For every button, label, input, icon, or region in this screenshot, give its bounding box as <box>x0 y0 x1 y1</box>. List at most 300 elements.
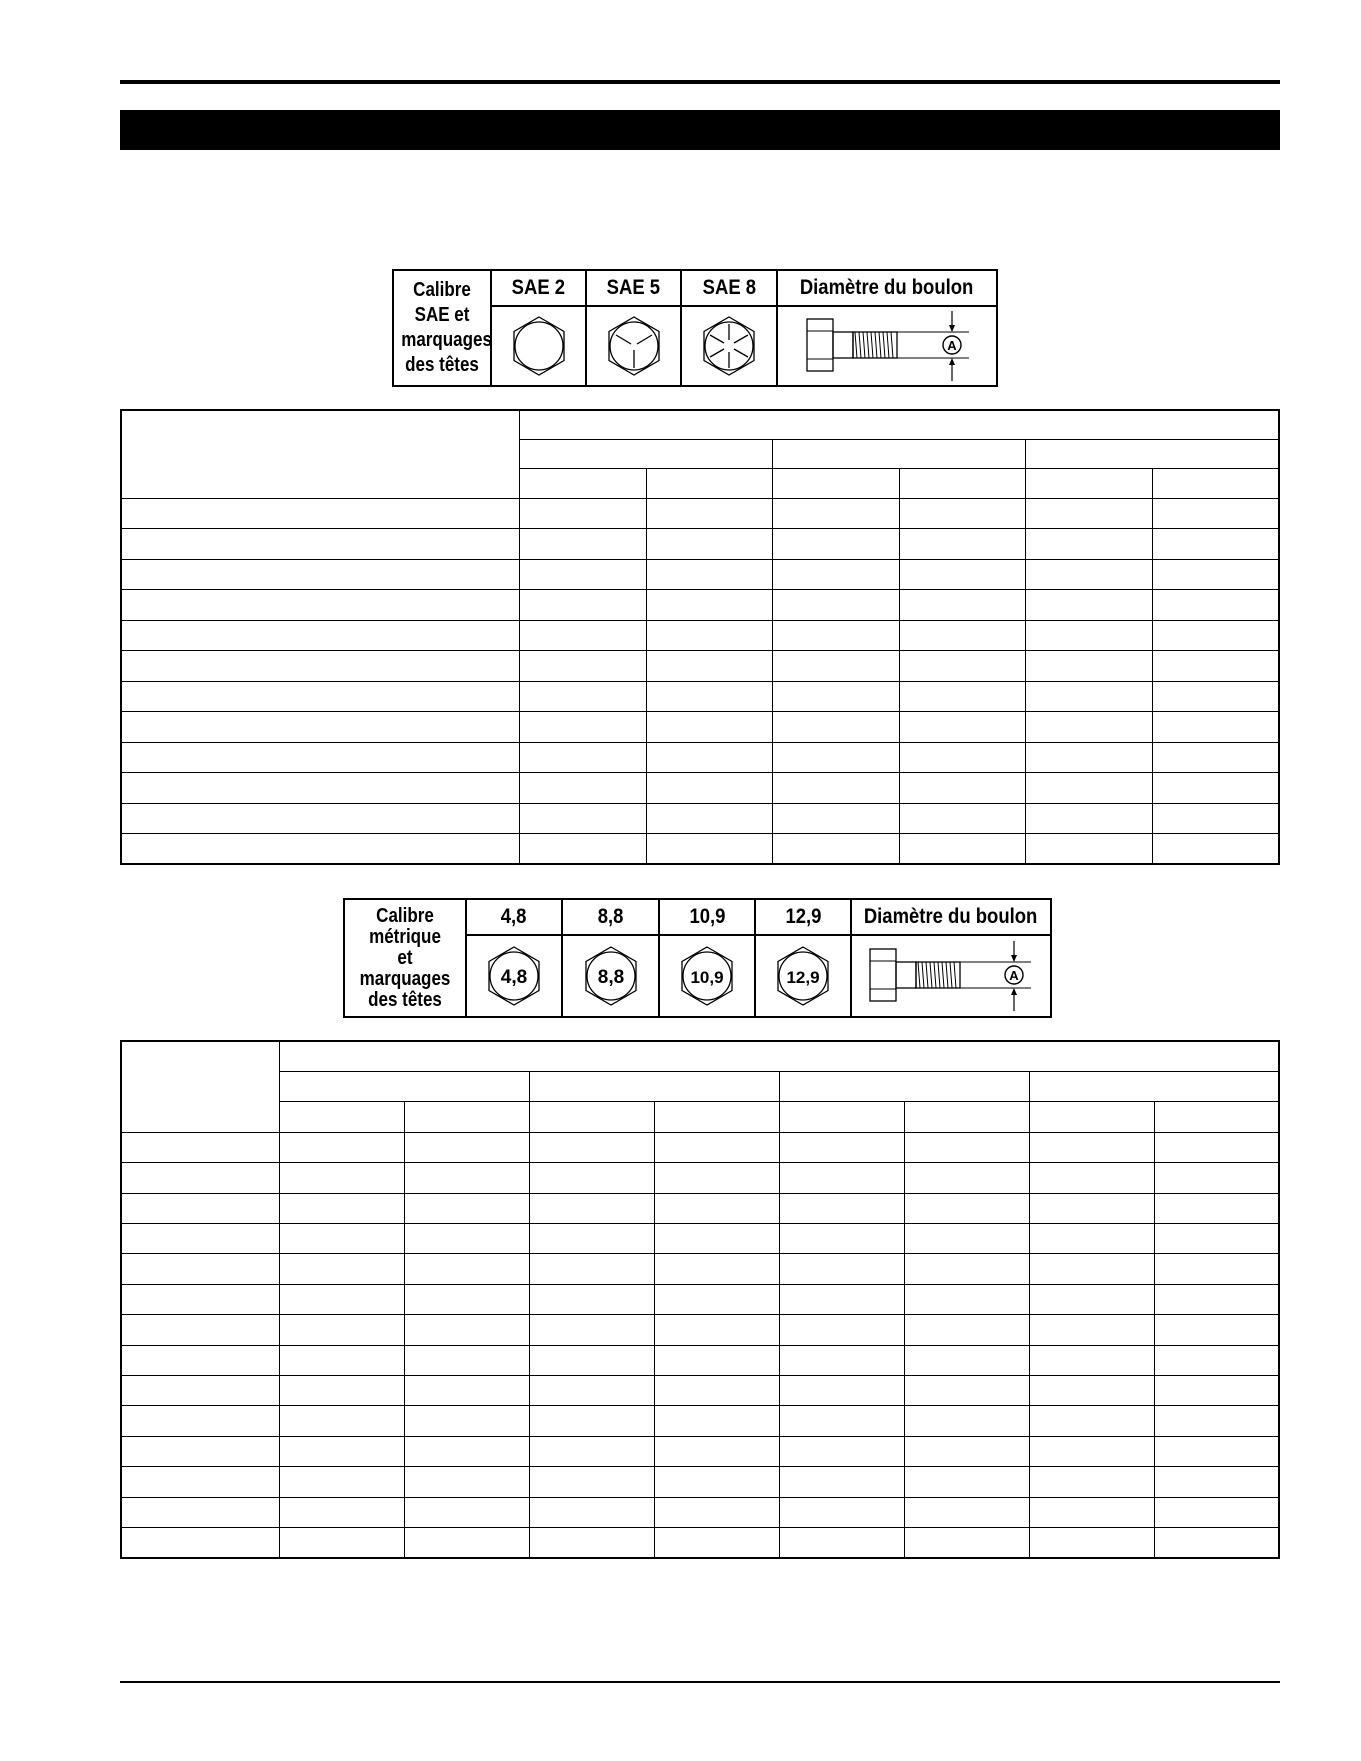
table-cell <box>773 469 900 498</box>
sae-header-cell <box>520 410 1279 439</box>
table-cell <box>654 1528 779 1559</box>
table-cell <box>279 1436 404 1466</box>
table-row <box>121 1254 1279 1284</box>
table-cell <box>899 498 1026 528</box>
table-cell <box>1154 1193 1279 1223</box>
table-cell <box>773 559 900 589</box>
table-cell <box>529 1132 654 1162</box>
table-row <box>121 1223 1279 1253</box>
table-cell <box>279 1223 404 1253</box>
table-cell <box>654 1223 779 1253</box>
table-cell <box>121 529 520 559</box>
table-cell <box>646 651 773 681</box>
table-cell <box>904 1102 1029 1132</box>
table-cell <box>1154 1163 1279 1193</box>
table-cell <box>773 773 900 803</box>
table-cell <box>404 1102 529 1132</box>
table-cell <box>121 1497 279 1527</box>
table-cell <box>279 1467 404 1497</box>
table-cell <box>779 1071 1029 1101</box>
table-cell <box>529 1254 654 1284</box>
table-row <box>121 1406 1279 1436</box>
head-marking-text: 8,8 <box>597 967 624 988</box>
table-cell <box>654 1436 779 1466</box>
table-row <box>121 681 1279 711</box>
table-cell <box>279 1315 404 1345</box>
table-cell <box>1029 1223 1154 1253</box>
sae-diameter-cell <box>777 270 997 386</box>
hexagon-six-lines-icon <box>701 315 757 377</box>
head-marking-text: 10,9 <box>690 968 724 987</box>
table-cell <box>404 1497 529 1527</box>
table-row <box>121 1193 1279 1223</box>
table-cell <box>1152 803 1279 833</box>
table-cell <box>773 620 900 650</box>
sae-2-cell <box>491 270 586 386</box>
metric-4-8-cell <box>466 899 562 1017</box>
table-header-row <box>121 1041 1279 1071</box>
table-cell <box>1026 742 1153 772</box>
table-cell <box>279 1528 404 1559</box>
table-cell <box>121 712 520 742</box>
table-cell <box>1154 1102 1279 1132</box>
metric-8-8-cell <box>562 899 659 1017</box>
table-cell <box>520 742 647 772</box>
table-cell <box>279 1345 404 1375</box>
table-cell <box>121 1315 279 1345</box>
table-cell <box>779 1132 904 1162</box>
table-cell <box>1026 712 1153 742</box>
table-row <box>121 1497 1279 1527</box>
table-cell <box>279 1071 529 1101</box>
metric-grade-legend <box>343 898 1052 1018</box>
bolt-diameter-icon <box>787 309 987 383</box>
sae-8-cell <box>681 270 777 386</box>
table-cell <box>121 834 520 864</box>
table-cell <box>1152 834 1279 864</box>
table-cell <box>773 712 900 742</box>
table-cell <box>654 1406 779 1436</box>
table-cell <box>404 1315 529 1345</box>
table-cell <box>1026 651 1153 681</box>
table-cell <box>1154 1223 1279 1253</box>
table-cell <box>1154 1345 1279 1375</box>
metric-label-line: des têtes <box>368 988 442 1011</box>
table-cell <box>520 651 647 681</box>
table-cell <box>1029 1345 1154 1375</box>
table-cell <box>773 834 900 864</box>
table-cell <box>404 1132 529 1162</box>
table-cell <box>899 620 1026 650</box>
table-cell <box>1029 1163 1154 1193</box>
table-cell <box>646 681 773 711</box>
table-cell <box>899 469 1026 498</box>
table-cell <box>904 1284 1029 1314</box>
top-rule <box>120 80 1280 84</box>
table-row <box>121 773 1279 803</box>
table-cell <box>1152 498 1279 528</box>
table-cell <box>904 1193 1029 1223</box>
table-cell <box>646 529 773 559</box>
sae-grade-legend <box>392 269 998 387</box>
table-row <box>121 498 1279 528</box>
table-cell <box>779 1436 904 1466</box>
table-cell <box>904 1406 1029 1436</box>
table-cell <box>529 1375 654 1405</box>
table-cell <box>121 1406 279 1436</box>
head-marking-text: 4,8 <box>500 967 528 988</box>
table-cell <box>529 1497 654 1527</box>
sae-2-label: SAE 2 <box>511 276 566 299</box>
table-cell <box>520 469 647 498</box>
table-cell <box>1029 1315 1154 1345</box>
table-cell <box>279 1375 404 1405</box>
table-row <box>121 1436 1279 1466</box>
table-cell <box>773 742 900 772</box>
table-cell <box>529 1467 654 1497</box>
table-cell <box>779 1345 904 1375</box>
table-cell <box>779 1467 904 1497</box>
table-cell <box>279 1284 404 1314</box>
table-cell <box>121 620 520 650</box>
table-cell <box>779 1193 904 1223</box>
table-cell <box>904 1375 1029 1405</box>
table-cell <box>779 1406 904 1436</box>
metric-legend-label <box>353 899 457 1017</box>
table-cell <box>520 620 647 650</box>
table-cell <box>899 529 1026 559</box>
table-cell <box>779 1315 904 1345</box>
table-cell <box>1152 681 1279 711</box>
table-cell <box>1029 1406 1154 1436</box>
table-cell <box>899 742 1026 772</box>
table-cell <box>899 651 1026 681</box>
table-cell <box>1154 1528 1279 1559</box>
table-cell <box>1154 1315 1279 1345</box>
table-cell <box>520 712 647 742</box>
table-cell <box>121 1375 279 1405</box>
table-cell <box>779 1284 904 1314</box>
metric-header-cell <box>279 1041 1279 1071</box>
metric-label-line: marquages <box>359 967 451 990</box>
table-cell <box>121 559 520 589</box>
section-title-band <box>120 110 1280 150</box>
table-cell <box>121 681 520 711</box>
sae-header-cell <box>1026 439 1279 468</box>
table-cell <box>904 1132 1029 1162</box>
table-cell <box>529 1528 654 1559</box>
metric-12-9-cell <box>755 899 851 1017</box>
sae-torque-table <box>120 409 1280 865</box>
table-cell <box>1029 1284 1154 1314</box>
table-cell <box>121 590 520 620</box>
table-cell <box>1029 1375 1154 1405</box>
table-cell <box>654 1467 779 1497</box>
table-cell <box>1026 498 1153 528</box>
sae-legend-label <box>400 270 492 386</box>
hexagon-plain-icon <box>511 315 567 377</box>
table-cell <box>1152 712 1279 742</box>
table-cell <box>1029 1102 1154 1132</box>
table-cell <box>1152 773 1279 803</box>
table-cell <box>899 681 1026 711</box>
table-cell <box>404 1406 529 1436</box>
diameter-callout-letter: A <box>1009 968 1019 983</box>
table-cell <box>404 1223 529 1253</box>
sae-label-line: des têtes <box>405 354 479 376</box>
table-cell <box>520 590 647 620</box>
table-cell <box>1026 834 1153 864</box>
table-header-row <box>121 1102 1279 1132</box>
table-row <box>121 1345 1279 1375</box>
table-cell <box>654 1375 779 1405</box>
sae-5-label: SAE 5 <box>606 276 661 299</box>
table-cell <box>1029 1497 1154 1527</box>
table-cell <box>654 1345 779 1375</box>
table-cell <box>899 559 1026 589</box>
diameter-callout-letter: A <box>947 338 957 353</box>
table-cell <box>1029 1132 1154 1162</box>
metric-diameter-label: Diamètre du boulon <box>864 905 1038 928</box>
hexagon-marked-icon <box>583 945 639 1007</box>
table-cell <box>779 1497 904 1527</box>
metric-header-cell <box>121 1041 279 1132</box>
table-cell <box>773 681 900 711</box>
table-cell <box>1154 1467 1279 1497</box>
table-cell <box>279 1102 404 1132</box>
table-row <box>121 1315 1279 1345</box>
metric-torque-table <box>120 1040 1280 1559</box>
metric-label-line: et <box>397 946 413 969</box>
table-cell <box>646 469 773 498</box>
table-row <box>121 1375 1279 1405</box>
table-cell <box>529 1436 654 1466</box>
table-cell <box>1152 651 1279 681</box>
table-row <box>121 834 1279 864</box>
sae-header-cell <box>520 439 773 468</box>
table-cell <box>899 773 1026 803</box>
table-cell <box>773 590 900 620</box>
table-cell <box>904 1315 1029 1345</box>
table-cell <box>904 1497 1029 1527</box>
table-cell <box>646 803 773 833</box>
table-cell <box>646 559 773 589</box>
metric-diameter-cell <box>851 899 1051 1017</box>
table-cell <box>520 834 647 864</box>
table-cell <box>520 803 647 833</box>
table-cell <box>279 1193 404 1223</box>
table-cell <box>646 712 773 742</box>
table-cell <box>1026 773 1153 803</box>
table-cell <box>1026 803 1153 833</box>
table-cell <box>529 1071 779 1101</box>
table-row <box>121 651 1279 681</box>
table-cell <box>121 1345 279 1375</box>
bottom-rule <box>120 1681 1280 1683</box>
sae-5-cell <box>586 270 681 386</box>
table-cell <box>404 1163 529 1193</box>
table-cell <box>1152 620 1279 650</box>
table-cell <box>1152 742 1279 772</box>
table-row <box>121 529 1279 559</box>
table-cell <box>646 590 773 620</box>
table-cell <box>1154 1132 1279 1162</box>
table-cell <box>404 1345 529 1375</box>
table-row <box>121 1132 1279 1162</box>
table-cell <box>899 834 1026 864</box>
table-cell <box>654 1163 779 1193</box>
table-cell <box>121 1467 279 1497</box>
table-cell <box>404 1467 529 1497</box>
metric-12-9-label: 12,9 <box>785 905 821 928</box>
table-cell <box>279 1497 404 1527</box>
table-cell <box>1154 1375 1279 1405</box>
table-row <box>121 1528 1279 1559</box>
table-row <box>121 803 1279 833</box>
table-row <box>121 1284 1279 1314</box>
table-cell <box>779 1254 904 1284</box>
table-cell <box>404 1193 529 1223</box>
table-header-row <box>121 410 1279 439</box>
table-cell <box>121 1163 279 1193</box>
table-cell <box>1154 1284 1279 1314</box>
table-cell <box>279 1406 404 1436</box>
table-cell <box>404 1254 529 1284</box>
table-row <box>121 1467 1279 1497</box>
table-cell <box>773 498 900 528</box>
table-cell <box>899 712 1026 742</box>
table-cell <box>121 1193 279 1223</box>
table-cell <box>279 1163 404 1193</box>
sae-label-line: SAE et <box>414 304 470 326</box>
metric-10-9-label: 10,9 <box>689 905 725 928</box>
table-cell <box>904 1254 1029 1284</box>
sae-diameter-label: Diamètre du boulon <box>800 276 974 299</box>
hexagon-three-lines-icon <box>606 315 662 377</box>
table-row <box>121 590 1279 620</box>
metric-label-line: Calibre <box>376 904 434 927</box>
metric-8-8-label: 8,8 <box>597 905 624 928</box>
table-cell <box>646 742 773 772</box>
table-cell <box>1029 1528 1154 1559</box>
table-cell <box>1152 590 1279 620</box>
table-cell <box>1029 1071 1279 1101</box>
table-cell <box>1152 469 1279 498</box>
table-cell <box>520 498 647 528</box>
table-cell <box>899 803 1026 833</box>
table-cell <box>529 1193 654 1223</box>
sae-label-line: Calibre <box>413 279 471 301</box>
hexagon-marked-icon <box>775 945 831 1007</box>
table-cell <box>654 1193 779 1223</box>
table-cell <box>279 1132 404 1162</box>
table-cell <box>1026 529 1153 559</box>
table-cell <box>654 1254 779 1284</box>
table-cell <box>646 834 773 864</box>
sae-header-cell <box>773 439 1026 468</box>
table-cell <box>520 773 647 803</box>
table-cell <box>1026 620 1153 650</box>
table-cell <box>773 651 900 681</box>
metric-label-line: métrique <box>369 925 441 948</box>
table-cell <box>1026 590 1153 620</box>
table-cell <box>654 1102 779 1132</box>
table-row <box>121 742 1279 772</box>
table-cell <box>404 1284 529 1314</box>
table-cell <box>121 1223 279 1253</box>
table-row <box>121 559 1279 589</box>
sae-label-line: marquages <box>401 329 492 351</box>
table-cell <box>646 498 773 528</box>
table-cell <box>1029 1254 1154 1284</box>
table-cell <box>529 1163 654 1193</box>
table-cell <box>404 1375 529 1405</box>
table-cell <box>529 1315 654 1345</box>
table-cell <box>121 1284 279 1314</box>
table-cell <box>529 1406 654 1436</box>
hexagon-marked-icon <box>679 945 735 1007</box>
metric-10-9-cell <box>659 899 755 1017</box>
table-cell <box>1154 1406 1279 1436</box>
table-cell <box>779 1102 904 1132</box>
metric-4-8-label: 4,8 <box>501 905 527 928</box>
table-cell <box>1152 559 1279 589</box>
table-cell <box>529 1345 654 1375</box>
table-cell <box>646 773 773 803</box>
table-cell <box>1026 559 1153 589</box>
table-cell <box>121 742 520 772</box>
table-cell <box>779 1375 904 1405</box>
table-cell <box>904 1223 1029 1253</box>
table-cell <box>520 559 647 589</box>
table-cell <box>1029 1436 1154 1466</box>
table-cell <box>529 1102 654 1132</box>
table-cell <box>654 1132 779 1162</box>
table-cell <box>779 1163 904 1193</box>
table-cell <box>121 1436 279 1466</box>
table-row <box>121 1163 1279 1193</box>
table-cell <box>121 1132 279 1162</box>
table-cell <box>121 803 520 833</box>
table-cell <box>121 1528 279 1559</box>
table-cell <box>904 1467 1029 1497</box>
table-cell <box>654 1497 779 1527</box>
table-cell <box>1029 1193 1154 1223</box>
sae-8-label: SAE 8 <box>702 276 756 299</box>
table-cell <box>520 529 647 559</box>
table-cell <box>1154 1254 1279 1284</box>
table-cell <box>904 1163 1029 1193</box>
head-marking-text: 12,9 <box>786 968 820 987</box>
table-cell <box>904 1345 1029 1375</box>
table-cell <box>1026 469 1153 498</box>
table-cell <box>121 1254 279 1284</box>
table-row <box>121 712 1279 742</box>
table-cell <box>654 1284 779 1314</box>
table-cell <box>646 620 773 650</box>
table-cell <box>773 529 900 559</box>
table-cell <box>1154 1436 1279 1466</box>
table-cell <box>520 681 647 711</box>
table-cell <box>779 1223 904 1253</box>
table-cell <box>773 803 900 833</box>
table-cell <box>529 1223 654 1253</box>
hexagon-marked-icon <box>486 945 542 1007</box>
table-cell <box>404 1528 529 1559</box>
table-cell <box>404 1436 529 1466</box>
table-cell <box>121 498 520 528</box>
table-row <box>121 620 1279 650</box>
